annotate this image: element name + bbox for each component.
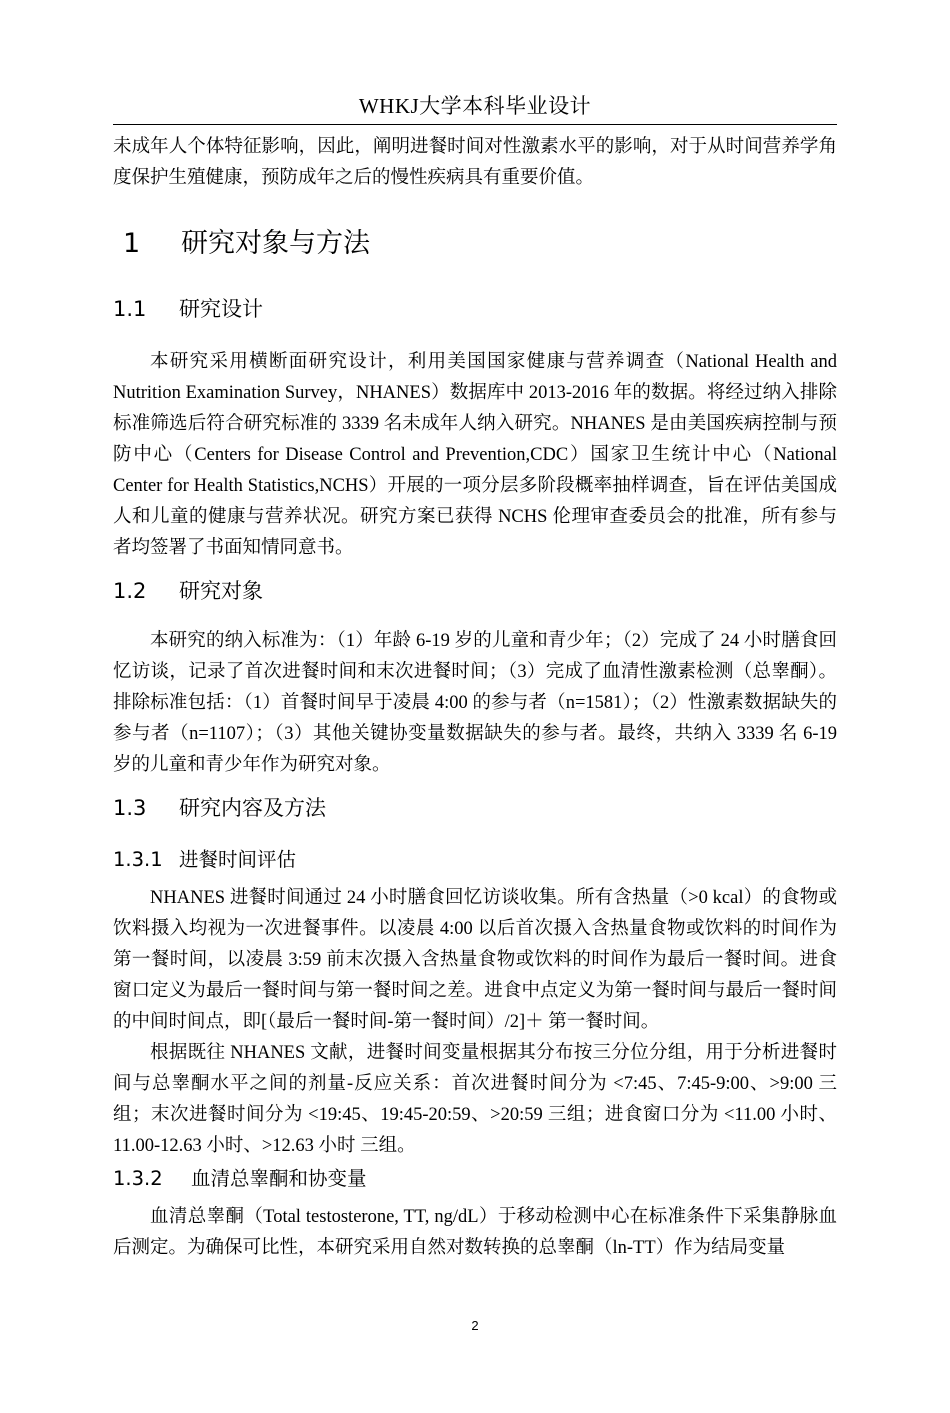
meal-timing-paragraph-2: 根据既往 NHANES 文献，进餐时间变量根据其分布按三分位分组，用于分析进餐时间与总睾酮水平之间的剂量-反应关系：首次进餐时间分为 <7:45、7:45-9:00、>9:00 三组；末次进餐时间分为 <19:45、19:45-20:59、>20:59 三组；进食窗口分为 <11.00 小时、11.00-12.63 小时、>12.63 小时 三组。 xyxy=(113,1043,837,1156)
section-number: 1.2 xyxy=(113,579,147,603)
section-number: 1.1 xyxy=(113,297,147,321)
page-body xyxy=(113,130,837,1264)
section-title: 研究设计 xyxy=(179,297,263,321)
section-title: 研究内容及方法 xyxy=(179,796,326,820)
section-1-3-2-heading xyxy=(113,1165,837,1193)
section-1-3-heading xyxy=(113,793,837,823)
section-number: 1.3.2 xyxy=(113,1167,163,1190)
intro-paragraph: 未成年人个体特征影响，因此，阐明进餐时间对性激素水平的影响，对于从时间营养学角度保护生殖健康，预防成年之后的慢性疾病具有重要价值。 xyxy=(113,137,837,188)
section-number: 1.3.1 xyxy=(113,848,163,871)
section-title: 研究对象 xyxy=(179,579,263,603)
research-subjects-paragraph: 本研究的纳入标准为：（1）年龄 6-19 岁的儿童和青少年；（2）完成了 24 小时膳食回忆访谈，记录了首次进餐时间和末次进餐时间；（3）完成了血清性激素检测（总睾酮）。排除标准包括：（1）首餐时间早于凌晨 4:00 的参与者（n=1581）；（2）性激素数据缺失的参与者（n=1107）；（3）其他关键协变量数据缺失的参与者。最终，共纳入 3339 名 6-19 岁的儿童和青少年作为研究对象。 xyxy=(113,631,837,775)
page-number: 2 xyxy=(471,1318,479,1333)
section-number: 1 xyxy=(123,228,141,259)
section-title: 进餐时间评估 xyxy=(179,848,297,871)
header-rule xyxy=(113,124,837,125)
meal-timing-paragraph-1: NHANES 进餐时间通过 24 小时膳食回忆访谈收集。所有含热量（>0 kcal）的食物或饮料摄入均视为一次进餐事件。以凌晨 4:00 以后首次摄入含热量食物或饮料的时间作为第一餐时间，以凌晨 3:59 前末次摄入含热量食物或饮料的时间作为最后一餐时间。进食窗口定义为最后一餐时间与第一餐时间之差。进食中点定义为第一餐时间与最后一餐时间的中间时间点，即[（最后一餐时间-第一餐时间）/2]＋ 第一餐时间。 xyxy=(113,888,837,1032)
section-1-heading xyxy=(113,224,837,264)
section-1-3-1-heading xyxy=(113,846,837,874)
testosterone-paragraph: 血清总睾酮（Total testosterone, TT, ng/dL）于移动检测中心在标准条件下采集静脉血后测定。为确保可比性，本研究采用自然对数转换的总睾酮（ln-TT）作为结局变量 xyxy=(113,1207,837,1258)
section-title: 研究对象与方法 xyxy=(181,228,370,259)
section-1-2-heading xyxy=(113,576,837,606)
section-1-1-heading xyxy=(113,294,837,324)
section-number: 1.3 xyxy=(113,796,147,820)
section-title: 血清总睾酮和协变量 xyxy=(191,1167,367,1190)
page-header: WHKJ大学本科毕业设计 xyxy=(358,94,592,118)
research-design-paragraph: 本研究采用横断面研究设计，利用美国国家健康与营养调查（National Health and Nutrition Examination Survey，NHANES）数据库中 2013-2016 年的数据。将经过纳入排除标准筛选后符合研究标准的 3339 名未成年人纳入研究。NHANES 是由美国疾病控制与预防中心（Centers for Disease Control and Prevention,CDC）国家卫生统计中心（National Center for Health Statistics,NCHS）开展的一项分层多阶段概率抽样调查，旨在评估美国成人和儿童的健康与营养状况。研究方案已获得 NCHS 伦理审查委员会的批准，所有参与者均签署了书面知情同意书。 xyxy=(113,352,837,558)
